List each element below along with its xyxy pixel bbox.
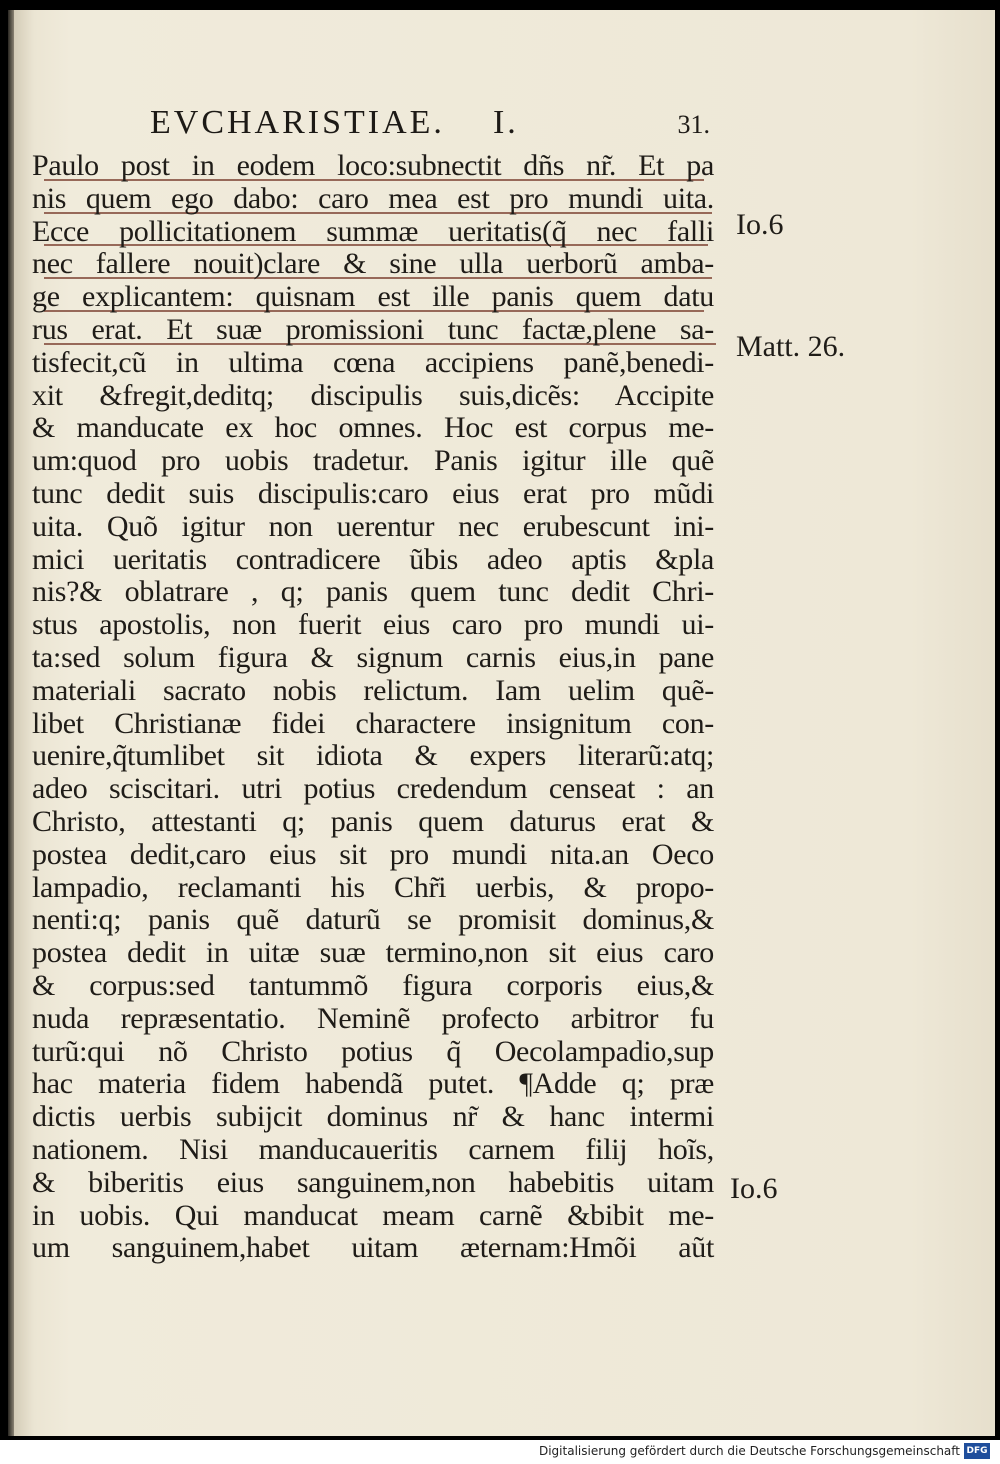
text-line: postea dedit,caro eius sit pro mundi nita.an Oeco [32, 837, 714, 871]
text-line: rus erat. Et suæ promissioni tunc factæ,plene sa- [32, 312, 714, 346]
text-line: nec fallere nouit)clare & sine ulla uerborũ amba- [32, 247, 714, 281]
text-line: um:quod pro uobis tradetur. Panis igitur ille quẽ [32, 444, 714, 478]
text-line: nationem. Nisi manducaueritis carnem filij hoĩs, [32, 1132, 714, 1166]
text-line: lampadio, reclamanti his Chr̃i uerbis, & propo- [32, 870, 714, 904]
page-header [150, 104, 710, 148]
text-line: libet Christianæ fidei charactere insignitum con- [32, 706, 714, 740]
text-line: tisfecit,cũ in ultima cœna accipiens panẽ,benedi- [32, 345, 714, 379]
text-line: nis quem ego dabo: caro mea est pro mundi uita. [32, 181, 714, 215]
text-line: nenti:q; panis quẽ daturũ se promisit dominus,& [32, 903, 714, 937]
chapter-number: I. [492, 104, 519, 141]
text-line: Christo, attestanti q; panis quem daturus erat & [32, 804, 714, 838]
footer-bar [0, 1440, 1000, 1464]
text-line: uenire,q̃tumlibet sit idiota & expers literarũ:atq; [32, 739, 714, 773]
text-line: turũ:qui nõ Christo potius q̃ Oecolampadio,sup [32, 1034, 714, 1068]
text-line: & manducate ex hoc omnes. Hoc est corpus me- [32, 411, 714, 445]
text-line: ta:sed solum figura & signum carnis eius,in pane [32, 640, 714, 674]
funding-credit: Digitalisierung gefördert durch die Deutsche Forschungsgemeinschaft [538, 1444, 960, 1458]
body-text [32, 150, 714, 1265]
text-line: xit &fregit,deditq; discipulis suis,dicẽs: Accipite [32, 378, 714, 412]
text-line: nis?& oblatrare , q; panis quem tunc dedit Chri- [32, 575, 714, 609]
text-line: & biberitis eius sanguinem,non habebitis uitam [32, 1165, 714, 1199]
binding-shadow [8, 10, 14, 1436]
dfg-logo: DFG [964, 1443, 990, 1459]
text-line: ge explicantem: quisnam est ille panis quem datu [32, 280, 714, 314]
text-line: postea dedit in uitæ suæ termino,non sit eius caro [32, 936, 714, 970]
text-line: in uobis. Qui manducat meam carnẽ &bibit me- [32, 1198, 714, 1232]
text-line: tunc dedit suis discipulis:caro eius erat pro mũdi [32, 476, 714, 510]
text-line: hac materia fidem habendã putet. ¶Adde q; præ [32, 1067, 714, 1101]
text-line: Paulo post in eodem loco:subnectit dñs nr̃. Et pa [32, 149, 714, 182]
margin-note-io6-bottom: Io.6 [730, 1172, 778, 1205]
text-line: & corpus:sed tantummõ figura corporis eius,& [32, 968, 714, 1002]
text-line: mici ueritatis contradicere ũbis adeo aptis &pla [32, 542, 714, 576]
text-line: materiali sacrato nobis relictum. Iam uelim quẽ- [32, 673, 714, 707]
text-line: adeo sciscitari. utri potius credendum censeat : an [32, 772, 714, 806]
text-line: stus apostolis, non fuerit eius caro pro mundi ui- [32, 608, 714, 642]
margin-note-matt26: Matt. 26. [736, 330, 846, 363]
text-line: nuda repræsentatio. Neminẽ profecto arbitror fu [32, 1001, 714, 1035]
text-line: um sanguinem,habet uitam æternam:Hmõi aũt [32, 1231, 714, 1265]
folio-number: 31. [677, 110, 710, 139]
text-line: dictis uerbis subijcit dominus nr̃ & hanc intermi [32, 1100, 714, 1134]
margin-note-io6-top: Io.6 [736, 208, 784, 241]
text-line: uita. Quõ igitur non uerentur nec erubescunt ini- [32, 509, 714, 543]
running-title: EVCHARISTIAE. [150, 104, 445, 141]
text-line: Ecce pollicitationem summæ ueritatis(q̃ nec falli [32, 214, 714, 248]
